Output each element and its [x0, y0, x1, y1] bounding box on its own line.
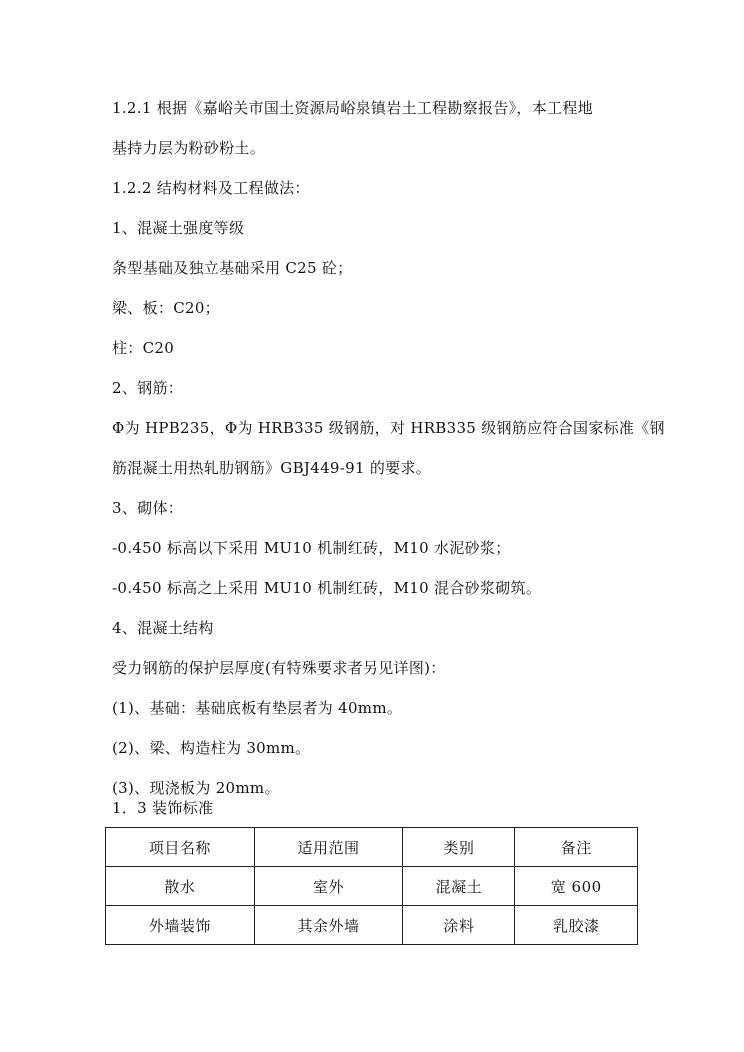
table-cell: 其余外墙 — [254, 906, 403, 945]
item-4-heading: 4、混凝土结构 — [112, 619, 214, 637]
item-1-beam-slab: 梁、板：C20； — [112, 299, 220, 317]
item-1-heading: 1、混凝土强度等级 — [112, 219, 245, 237]
heading-1-3: 1．3 装饰标准 — [112, 799, 214, 817]
item-4-foundation: (1)、基础：基础底板有垫层者为 40mm。 — [112, 699, 403, 717]
table-header-cell: 类别 — [403, 828, 515, 867]
table-header-row — [106, 828, 638, 867]
table-row — [106, 906, 638, 945]
table-header-cell: 备注 — [515, 828, 638, 867]
paragraph-1-2-1: 1.2.1 根据《嘉峪关市国土资源局峪泉镇岩土工程勘察报告》，本工程地 — [112, 99, 593, 117]
table-header-cell: 项目名称 — [106, 828, 255, 867]
item-2-rebar-cont: 筋混凝土用热轧肋钢筋》GBJ449-91 的要求。 — [112, 459, 432, 477]
item-2-heading: 2、钢筋： — [112, 379, 184, 397]
table-cell: 室外 — [254, 867, 403, 906]
table-cell: 外墙装饰 — [106, 906, 255, 945]
item-4-cover: 受力钢筋的保护层厚度(有特殊要求者另见详图)： — [112, 659, 446, 677]
item-1-column: 柱：C20 — [112, 339, 175, 357]
item-3-above: -0.450 标高之上采用 MU10 机制红砖，M10 混合砂浆砌筑。 — [112, 579, 542, 597]
table-row — [106, 867, 638, 906]
paragraph-1-2-1-cont: 基持力层为粉砂粉土。 — [112, 139, 266, 157]
table-cell: 散水 — [106, 867, 255, 906]
heading-1-2-2: 1.2.2 结构材料及工程做法： — [112, 179, 310, 197]
table-header-cell: 适用范围 — [254, 828, 403, 867]
item-4-beam: (2)、梁、构造柱为 30mm。 — [112, 739, 311, 757]
decoration-standard-table — [105, 827, 638, 945]
item-3-heading: 3、砌体： — [112, 499, 184, 517]
table-cell: 乳胶漆 — [515, 906, 638, 945]
table-cell: 混凝土 — [403, 867, 515, 906]
table-cell: 涂料 — [403, 906, 515, 945]
item-3-below: -0.450 标高以下采用 MU10 机制红砖，M10 水泥砂浆； — [112, 539, 511, 557]
item-1-foundation: 条型基础及独立基础采用 C25 砼； — [112, 259, 353, 277]
item-4-slab: (3)、现浇板为 20mm。 — [112, 779, 280, 797]
table-cell: 宽 600 — [515, 867, 638, 906]
item-2-rebar: Φ为 HPB235，Φ为 HRB335 级钢筋，对 HRB335 级钢筋应符合国家标准《钢 — [112, 419, 665, 437]
